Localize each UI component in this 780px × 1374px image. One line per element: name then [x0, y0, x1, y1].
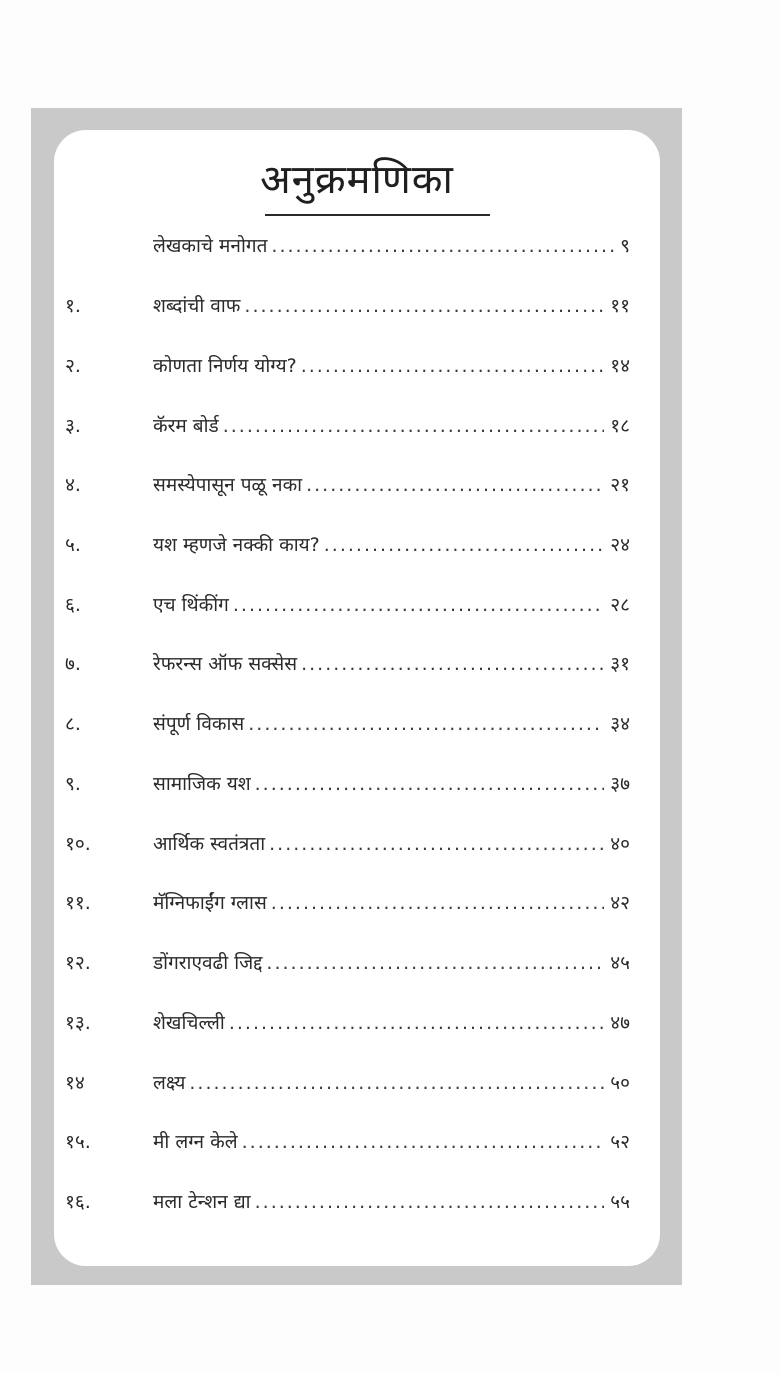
table-of-contents [54, 130, 660, 1266]
page-number: २४ [610, 534, 630, 556]
toc-row [54, 644, 660, 684]
toc-row [54, 1182, 660, 1222]
chapter-number: ५. [65, 534, 81, 556]
page-number: ३१ [610, 653, 630, 675]
page-number: ९ [620, 235, 630, 257]
dot-leader [229, 1003, 604, 1043]
chapter-number: ८. [65, 713, 81, 735]
toc-row [54, 824, 660, 864]
dot-leader [306, 465, 604, 505]
page-number: ५५ [610, 1191, 630, 1213]
chapter-number: २. [65, 355, 81, 377]
toc-row [54, 286, 660, 326]
toc-row [54, 226, 660, 266]
chapter-number: ९. [65, 773, 81, 795]
dot-leader [271, 883, 604, 923]
dot-leader [244, 286, 604, 326]
page-number: ५२ [610, 1131, 630, 1153]
chapter-number: ४. [65, 474, 81, 496]
toc-row [54, 1003, 660, 1043]
toc-row [54, 1063, 660, 1103]
dot-leader [271, 226, 614, 266]
toc-row [54, 764, 660, 804]
chapter-title: मॅग्निफाईंग ग्लास [153, 892, 267, 914]
chapter-title: मी लग्न केले [153, 1131, 238, 1153]
chapter-number: १०. [65, 833, 91, 855]
dot-leader [189, 1063, 604, 1103]
chapter-title: सामाजिक यश [153, 773, 251, 795]
page-number: ३७ [610, 773, 630, 795]
page-number: २१ [610, 474, 630, 496]
dot-leader [242, 1122, 605, 1162]
chapter-number: १६. [65, 1191, 91, 1213]
chapter-number: ६. [65, 594, 81, 616]
dot-leader [233, 585, 604, 625]
page-number: ४५ [610, 952, 630, 974]
page-number: ४२ [610, 892, 630, 914]
chapter-title: कॅरम बोर्ड [153, 415, 219, 437]
page-number: ५० [610, 1072, 630, 1094]
chapter-title: यश म्हणजे नक्की काय? [153, 534, 320, 556]
toc-row [54, 883, 660, 923]
toc-row [54, 465, 660, 505]
chapter-number: १५. [65, 1131, 91, 1153]
chapter-number: ३. [65, 415, 81, 437]
page-number: ३४ [610, 713, 630, 735]
toc-row [54, 704, 660, 744]
page-number: १८ [610, 415, 630, 437]
contents-card [54, 130, 660, 1266]
chapter-number: ७. [65, 653, 81, 675]
page-frame [31, 108, 682, 1285]
page-number: २८ [610, 594, 630, 616]
chapter-number: १४ [65, 1072, 85, 1094]
dot-leader [223, 406, 605, 446]
toc-row [54, 346, 660, 386]
dot-leader [266, 943, 604, 983]
chapter-title: एच थिंकींग [153, 594, 229, 616]
toc-row [54, 585, 660, 625]
dot-leader [248, 704, 604, 744]
chapter-title: समस्येपासून पळू नका [153, 474, 303, 496]
chapter-title: रेफरन्स ऑफ सक्सेस [153, 653, 298, 675]
chapter-number: १. [65, 295, 81, 317]
dot-leader [255, 1182, 605, 1222]
chapter-number: १३. [65, 1012, 91, 1034]
dot-leader [269, 824, 604, 864]
chapter-number: ११. [65, 892, 91, 914]
chapter-title: शब्दांची वाफ [153, 295, 241, 317]
chapter-title: मला टेन्शन द्या [153, 1191, 251, 1213]
toc-row [54, 1122, 660, 1162]
toc-row [54, 943, 660, 983]
chapter-title: लेखकाचे मनोगत [153, 235, 268, 257]
dot-leader [255, 764, 605, 804]
page-number: १४ [610, 355, 630, 377]
chapter-title: संपूर्ण विकास [153, 713, 245, 735]
chapter-title: कोणता निर्णय योग्य? [153, 355, 297, 377]
toc-row [54, 525, 660, 565]
toc-row [54, 406, 660, 446]
dot-leader [301, 644, 604, 684]
chapter-title: लक्ष्य [153, 1072, 186, 1094]
page-number: ४७ [610, 1012, 630, 1034]
dot-leader [301, 346, 605, 386]
chapter-title: आर्थिक स्वतंत्रता [153, 833, 266, 855]
dot-leader [324, 525, 604, 565]
page-number: ४० [610, 833, 630, 855]
chapter-title: डोंगराएवढी जिद्द [153, 952, 263, 974]
page-title: अनुक्रमणिका [260, 157, 454, 203]
chapter-title: शेखचिल्ली [153, 1012, 225, 1034]
chapter-number: १२. [65, 952, 91, 974]
page-number: ११ [610, 295, 630, 317]
